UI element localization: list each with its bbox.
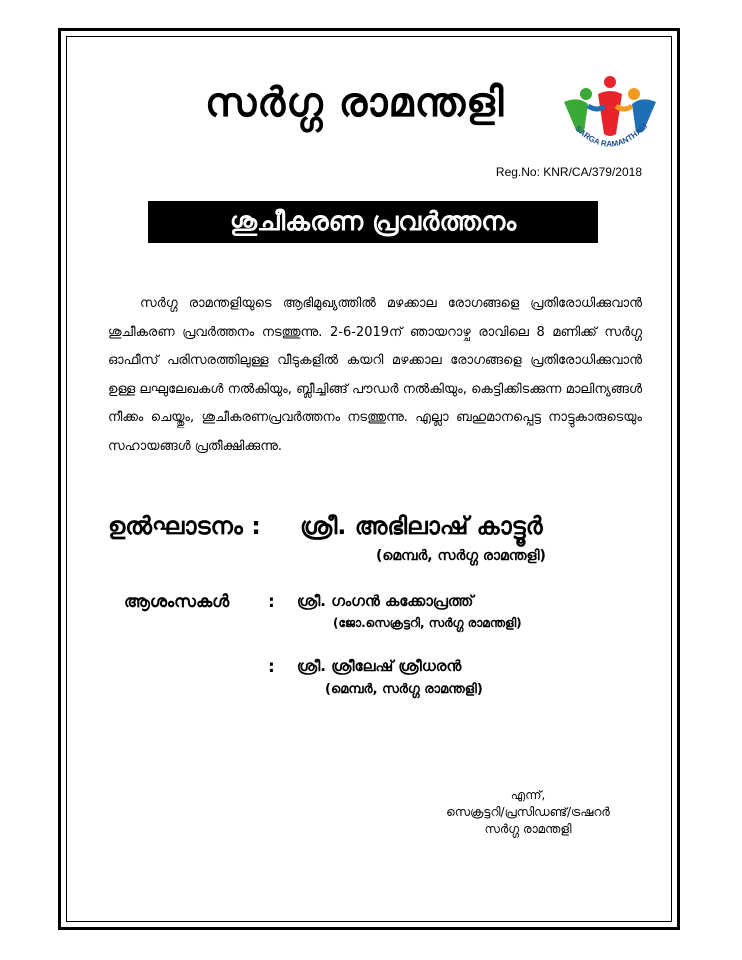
signature-block xyxy=(428,787,628,838)
org-title: സർഗ്ഗ രാമന്തളി xyxy=(205,80,505,126)
signature-line-3: സർഗ്ഗ രാമന്തളി xyxy=(484,822,572,836)
felicitation-colon-2: : xyxy=(268,657,275,677)
signature-line-1: എന്ന്, xyxy=(510,788,546,802)
signature-line-2: സെക്രട്ടറി/പ്രസിഡണ്ട്/ട്രഷറർ xyxy=(446,805,610,819)
felicitation-label: ആശംസകൾ xyxy=(124,592,230,612)
felicitation-speaker-role: (ജോ.സെക്രട്ടറി, സർഗ്ഗ രാമന്തളി) xyxy=(333,616,522,630)
notice-body xyxy=(108,290,642,461)
registration-number: Reg.No: KNR/CA/379/2018 xyxy=(495,165,642,179)
notice-banner: ശുചീകരണ പ്രവർത്തനം xyxy=(148,201,598,243)
felicitation-speaker-role-2: (മെമ്പർ, സർഗ്ഗ രാമന്തളി) xyxy=(325,682,483,697)
inauguration-role: (മെമ്പർ, സർഗ്ഗ രാമന്തളി) xyxy=(376,548,546,564)
inauguration-label: ഉൽഘാടനം : xyxy=(108,512,261,540)
felicitation-colon: : xyxy=(268,592,275,612)
felicitation-speaker-name: ശ്രീ. ഗംഗൻ കക്കോപ്രത്ത് xyxy=(297,592,474,610)
sarga-logo xyxy=(558,72,662,158)
inauguration-name: ശ്രീ. അഭിലാഷ് കാട്ടൂർ xyxy=(300,512,543,540)
logo-text: SARGA RAMANTHALI xyxy=(573,121,650,149)
felicitation-speaker-name-2: ശ്രീ. ശ്രീലേഷ് ശ്രീധരൻ xyxy=(297,657,462,675)
notice-paragraph: സർഗ്ഗ രാമന്തളിയുടെ ആഭിമുഖ്യത്തിൽ മഴക്കാല രോഗങ്ങളെ പ്രതിരോധിക്കുവാൻ ശുചീകരണ പ്രവർത്തനം നടത്തുന്നു. 2-6-2019ന് ഞായറാഴ്ച രാവിലെ 8 മണിക്ക് സർഗ്ഗ ഓഫീസ് പരിസരത്തിലുള്ള വീടുകളിൽ കയറി മഴക്കാല രോഗങ്ങളെ പ്രതിരോധിക്കുവാൻ ഉള്ള ലഘുലേഖകൾ നൽകിയും, ബ്ലീച്ചിങ്ങ് പൗഡർ നൽകിയും, കെട്ടിക്കിടക്കുന്ന മാലിന്യങ്ങൾ നീക്കം ചെയ്തും, ശുചീകരണപ്രവർത്തനം നടത്തുന്നു. എല്ലാ ബഹുമാനപ്പെട്ട നാട്ടുകാരുടെയും സഹായങ്ങൾ പ്രതീക്ഷിക്കുന്നു. xyxy=(108,296,642,454)
